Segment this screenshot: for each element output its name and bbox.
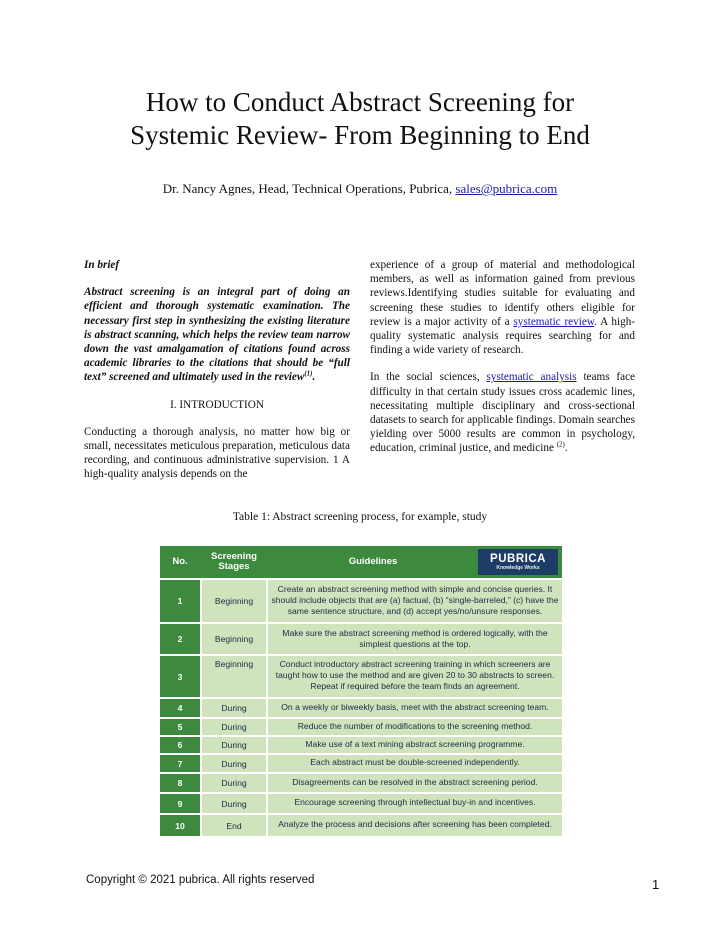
table-header	[160, 546, 562, 578]
logo-text: PUBRICA	[490, 553, 546, 565]
pubrica-logo	[478, 549, 558, 575]
right-paragraph-2	[370, 370, 635, 455]
brief-text: Abstract screening is an integral part of doing an efficient and thorough systematic examination. The necessary first step in synthesizing the existing literature is abstract scanning, which helps the review team narrow down the vast amalgamation of citations found across academic libraries to the citations that should be “full text” screened and ultimately used in the review	[84, 286, 350, 384]
row-number: 8	[160, 774, 200, 792]
p1-start: experience of a group of material and methodological members, as well as information gained from previous reviews.Identifying studies suitable for evaluating and screening these studies to identify others eligible for review is a major activity of a	[370, 259, 635, 328]
row-stage: Beginning	[200, 580, 266, 622]
intro-paragraph: Conducting a thorough analysis, no matter how big or small, necessitates meticulous preparation, meticulous data recording, and continuous administrative supervision. 1 A high-quality analysis depends on the	[84, 425, 350, 481]
table-row	[160, 654, 562, 697]
row-guideline: Conduct introductory abstract screening training in which screeners are taught how to use the method and are given 20 to 30 abstracts to screen. Repeat if required before the team finds an agreement.	[266, 656, 562, 697]
row-number: 4	[160, 699, 200, 717]
header-no: No.	[172, 556, 188, 567]
header-guidelines: Guidelines	[348, 556, 398, 567]
table-body	[160, 578, 562, 836]
header-stage: Screening Stages	[211, 551, 257, 572]
row-guideline: Encourage screening through intellectual buy-in and incentives.	[266, 794, 562, 813]
table-row	[160, 753, 562, 772]
copyright-footer: Copyright © 2021 pubrica. All rights reserved	[86, 874, 315, 886]
right-column	[370, 258, 635, 456]
row-stage: End	[200, 815, 266, 836]
logo-subtext: Knowledge Works	[496, 565, 540, 571]
row-guideline: Analyze the process and decisions after screening has been completed.	[266, 815, 562, 836]
brief-end: .	[312, 371, 316, 384]
document-title	[0, 86, 720, 152]
row-guideline: Disagreements can be resolved in the abstract screening period.	[266, 774, 562, 792]
systematic-review-link[interactable]: systematic review	[513, 315, 595, 328]
screening-table	[160, 546, 562, 836]
row-stage: During	[200, 794, 266, 813]
left-column	[84, 258, 350, 482]
row-stage: During	[200, 774, 266, 792]
brief-abstract	[84, 285, 350, 384]
row-stage: During	[200, 699, 266, 717]
row-number: 2	[160, 624, 200, 654]
right-paragraph-1	[370, 258, 635, 357]
row-number: 3	[160, 656, 200, 697]
page-number: 1	[652, 877, 660, 892]
row-number: 10	[160, 815, 200, 836]
brief-heading: In brief	[84, 259, 120, 271]
brief-citation: (1)	[304, 369, 313, 378]
author-line	[0, 181, 720, 197]
systematic-analysis-link[interactable]: systematic analysis	[486, 371, 577, 384]
row-number: 5	[160, 719, 200, 735]
title-line-2: Systemic Review- From Beginning to End	[130, 120, 590, 150]
row-stage: During	[200, 719, 266, 735]
p2-end: teams face difficulty in that certain study issues cross academic lines, necessitating multiple disciplinary and cross-sectional datasets to search for applicable findings. Domain searches yielding over 5000 results are common in psychology, education, criminal justice, and medicine	[370, 371, 636, 455]
p2-final: .	[564, 442, 568, 455]
row-number: 9	[160, 794, 200, 813]
table-caption: Table 1: Abstract screening process, for example, study	[232, 511, 488, 523]
table-row	[160, 772, 562, 792]
p1-end: . A high-quality systematic analysis requires searching for and finding a wide variety of research.	[370, 315, 636, 357]
row-stage: During	[200, 755, 266, 772]
row-guideline: Reduce the number of modifications to the screening method.	[266, 719, 562, 735]
row-guideline: Each abstract must be double-screened independently.	[266, 755, 562, 772]
row-guideline: On a weekly or biweekly basis, meet with the abstract screening team.	[266, 699, 562, 717]
row-guideline: Create an abstract screening method with simple and concise queries. It should include objects that are (a) factual, (b) “single-barreled,” (c) have the same sentence structure, and (d) accept yes/no/unsure responses.	[266, 580, 562, 622]
author-text: Dr. Nancy Agnes, Head, Technical Operations, Pubrica,	[162, 181, 453, 196]
row-number: 1	[160, 580, 200, 622]
row-stage: Beginning	[200, 624, 266, 654]
table-row	[160, 717, 562, 735]
row-number: 7	[160, 755, 200, 772]
row-stage: During	[200, 737, 266, 753]
table-row	[160, 813, 562, 836]
p2-citation: (2)	[556, 440, 565, 449]
table-row	[160, 735, 562, 753]
table-row	[160, 622, 562, 654]
title-line-1: How to Conduct Abstract Screening for	[145, 87, 575, 117]
row-guideline: Make use of a text mining abstract screening programme.	[266, 737, 562, 753]
row-stage: Beginning	[200, 656, 266, 697]
row-guideline: Make sure the abstract screening method is ordered logically, with the simplest questions at the top.	[266, 624, 562, 654]
p2-start: In the social sciences,	[370, 371, 480, 384]
table-row	[160, 792, 562, 813]
author-email-link[interactable]: sales@pubrica.com	[455, 181, 558, 196]
intro-heading: I. INTRODUCTION	[170, 398, 264, 411]
table-row	[160, 697, 562, 717]
row-number: 6	[160, 737, 200, 753]
table-row	[160, 578, 562, 622]
